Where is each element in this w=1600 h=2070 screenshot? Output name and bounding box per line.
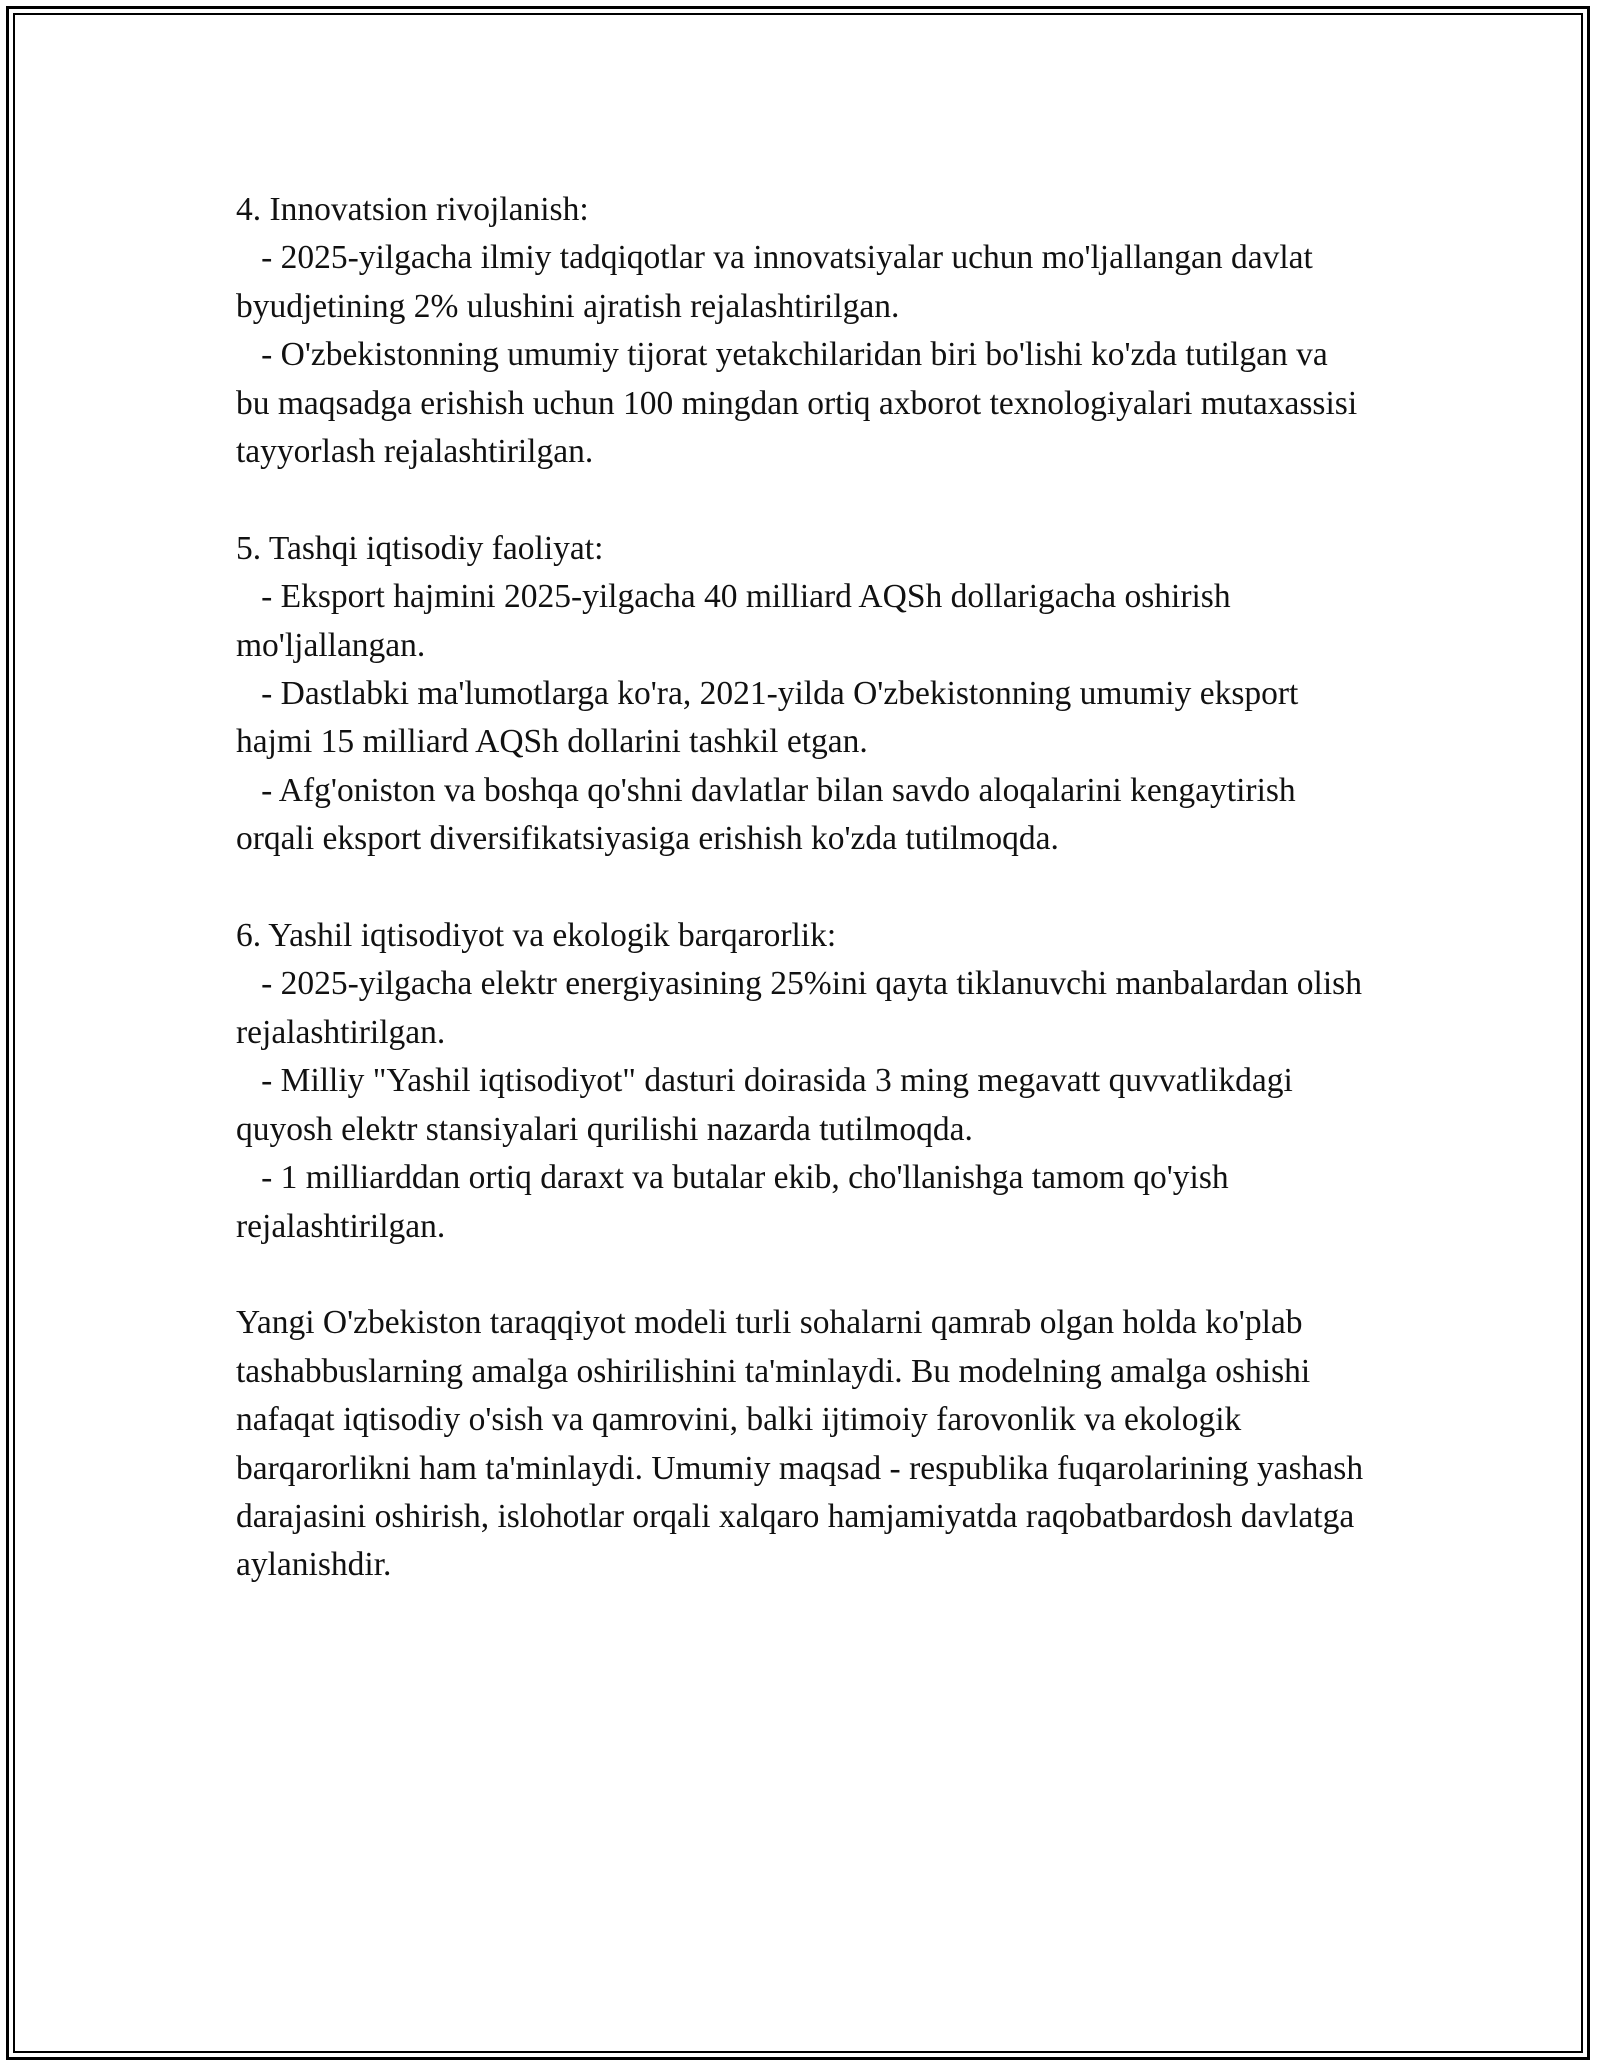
list-item: - Dastlabki ma'lumotlarga ko'ra, 2021-yilda O'zbekistonning umumiy eksport hajmi 15 milliard AQSh dollarini tashkil etgan. [236, 675, 1307, 761]
list-item: - 1 milliarddan ortiq daraxt va butalar ekib, cho'llanishga tamom qo'yish rejalashtirilgan. [236, 1159, 1238, 1245]
list-item: - Eksport hajmini 2025-yilgacha 40 milliard AQSh dollarigacha oshirish mo'ljallangan. [236, 578, 1239, 664]
list-item: - O'zbekistonning umumiy tijorat yetakchilaridan biri bo'lishi ko'zda tutilgan va bu maqsadga erishish uchun 100 mingdan ortiq axborot texnologiyalari mutaxassisi tayyorlash rejalashtirilgan. [236, 336, 1366, 471]
list-item: - 2025-yilgacha ilmiy tadqiqotlar va innovatsiyalar uchun mo'ljallangan davlat byudjetining 2% ulushini ajratish rejalashtirilgan. [236, 239, 1322, 325]
section-green-economy [236, 912, 1371, 1251]
conclusion-paragraph: Yangi O'zbekiston taraqqiyot modeli turli sohalarni qamrab olgan holda ko'plab tashabbuslarning amalga oshirilishini ta'minlaydi. Bu modelning amalga oshishi nafaqat iqtisodiy o'sish va qamrovini, balki ijtimoiy farovonlik va ekologik barqarorlikni ham ta'minlaydi. Umumiy maqsad - respublika fuqarolarining yashash darajasini oshirish, islohotlar orqali xalqaro hamjamiyatda raqobatbardosh davlatga aylanishdir. [236, 1304, 1364, 1584]
list-item: - Milliy "Yashil iqtisodiyot" dasturi doirasida 3 ming megavatt quvvatlikdagi quyosh elektr stansiyalari qurilishi nazarda tutilmoqda. [236, 1062, 1302, 1148]
list-item: - Afg'oniston va boshqa qo'shni davlatlar bilan savdo aloqalarini kengaytirish orqali eksport diversifikatsiyasiga erishish ko'zda tutilmoqda. [236, 771, 1305, 858]
document-body [236, 186, 1371, 1590]
section-heading: 6. Yashil iqtisodiyot va ekologik barqarorlik: [236, 917, 837, 955]
section-heading: 4. Innovatsion rivojlanish: [236, 191, 589, 228]
list-item: - 2025-yilgacha elektr energiyasining 25%ini qayta tiklanuvchi manbalardan olish rejalashtirilgan. [236, 965, 1371, 1051]
section-foreign-economic [236, 525, 1366, 864]
section-innovation [236, 186, 1366, 476]
section-heading: 5. Tashqi iqtisodiy faoliyat: [236, 529, 604, 567]
